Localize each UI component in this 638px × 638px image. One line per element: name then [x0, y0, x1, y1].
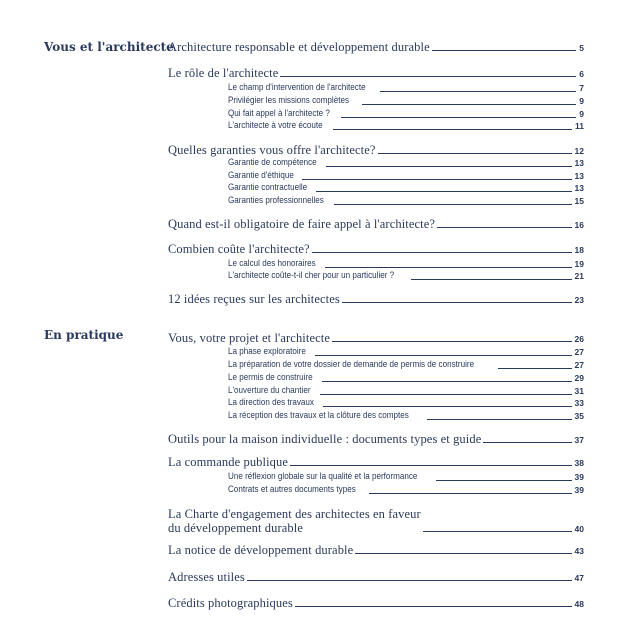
toc-subentry[interactable] — [228, 469, 584, 483]
dotted-leader-line — [362, 104, 577, 105]
toc-subentry[interactable] — [228, 180, 584, 194]
toc-entry-title — [228, 357, 496, 371]
toc-entry-title — [168, 543, 353, 557]
toc-entry-title — [228, 268, 409, 282]
toc-entry-title-text: L'architecte coûte-t-il cher pour un particulier ? — [228, 270, 395, 280]
toc-entry-title-text: La phase exploratoire — [228, 346, 306, 356]
dotted-leader-line — [312, 252, 572, 253]
toc-subentry[interactable] — [228, 155, 584, 169]
dotted-leader-line — [427, 419, 572, 420]
toc-entry-title-text: Le champ d'intervention de l'architecte — [228, 82, 366, 92]
toc-subentry[interactable] — [228, 408, 584, 422]
dotted-leader-line — [326, 166, 571, 167]
toc-page-number: 9 — [579, 109, 584, 119]
toc-entry-title — [168, 242, 310, 256]
toc-entry-title — [168, 432, 481, 446]
toc-entry[interactable] — [168, 507, 584, 535]
toc-entry-title — [168, 570, 245, 584]
toc-entry-title — [168, 596, 293, 610]
toc-entry[interactable] — [168, 40, 584, 54]
toc-page-number: 43 — [574, 546, 584, 556]
toc-page-number: 38 — [574, 458, 584, 468]
toc-page-number: 12 — [574, 146, 584, 156]
dotted-leader-line — [432, 50, 577, 51]
toc-entry-title — [228, 408, 425, 422]
toc-page-number: 11 — [575, 121, 584, 131]
toc-subentry[interactable] — [228, 344, 584, 358]
toc-page-number: 39 — [574, 472, 584, 482]
toc-page-number: 40 — [574, 524, 584, 534]
dotted-leader-line — [378, 153, 572, 154]
toc-entry-title-text: Garantie d'éthique — [228, 170, 294, 180]
toc-page-number: 7 — [579, 83, 584, 93]
toc-page-number: 13 — [574, 171, 584, 181]
toc-page-number: 31 — [574, 386, 584, 396]
toc-page-number: 18 — [574, 245, 584, 255]
toc-entry[interactable] — [168, 242, 584, 256]
toc-entry[interactable] — [168, 217, 584, 231]
toc-entry-title-text: Le permis de construire — [228, 372, 313, 382]
toc-entry-title-text: La Charte d'engagement des architectes en faveur — [168, 507, 421, 521]
toc-entry-title-text: Qui fait appel à l'architecte ? — [228, 108, 330, 118]
toc-entry[interactable] — [168, 66, 584, 80]
toc-page-number: 6 — [579, 69, 584, 79]
toc-entry-title-text: Outils pour la maison individuelle : documents types et guide — [168, 432, 482, 446]
dotted-leader-line — [247, 580, 572, 581]
dotted-leader-line — [355, 553, 571, 554]
toc-page-number: 33 — [574, 398, 584, 408]
toc-subentry[interactable] — [228, 80, 584, 94]
dotted-leader-line — [315, 355, 572, 356]
toc-entry-title — [228, 155, 324, 169]
toc-entry[interactable] — [168, 455, 584, 469]
toc-entry[interactable] — [168, 331, 584, 345]
toc-entry-title-text: Garanties professionnelles — [228, 195, 324, 205]
toc-entry-title-text: La préparation de votre dossier de demande de permis de construire — [228, 359, 475, 369]
toc-entry-title-text-line2: du développement durable — [168, 521, 303, 535]
toc-subentry[interactable] — [228, 268, 584, 282]
toc-entry[interactable] — [168, 292, 584, 306]
toc-entry[interactable] — [168, 570, 584, 584]
toc-entry[interactable] — [168, 432, 584, 446]
dotted-leader-line — [333, 129, 572, 130]
toc-entry-title-text: Privilégier les missions complètes — [228, 95, 349, 105]
toc-entry-title-text: Le calcul des honoraires — [228, 258, 316, 268]
toc-page-number: 27 — [574, 347, 584, 357]
toc-entry-title — [228, 482, 367, 496]
toc-entry-title-text: 12 idées reçues sur les architectes — [168, 292, 340, 306]
toc-page-number: 35 — [574, 411, 584, 421]
toc-entry-title-text: Garantie contractuelle — [228, 182, 308, 192]
toc-entry-title-text: La réception des travaux et la clôture des comptes — [228, 410, 409, 420]
toc-subentry[interactable] — [228, 118, 584, 132]
toc-entry-title — [228, 344, 313, 358]
toc-entry-title-text: La direction des travaux — [228, 397, 314, 407]
toc-entry-title — [228, 80, 378, 94]
toc-entry-title-text: Combien coûte l'architecte? — [168, 242, 310, 256]
dotted-leader-line — [380, 91, 577, 92]
toc-subentry[interactable] — [228, 193, 584, 207]
toc-entry-title — [228, 93, 360, 107]
dotted-leader-line — [342, 302, 572, 303]
toc-entry-title-text: Crédits photographiques — [168, 596, 293, 610]
dotted-leader-line — [316, 191, 571, 192]
toc-page-number: 13 — [574, 183, 584, 193]
toc-page-number: 48 — [574, 599, 584, 609]
toc-page-number: 19 — [574, 259, 584, 269]
toc-entry-title-text: L'ouverture du chantier — [228, 385, 311, 395]
toc-page-number: 5 — [579, 43, 584, 53]
toc-entry-title — [168, 507, 421, 535]
toc-page-number: 39 — [574, 485, 584, 495]
toc-entry-title — [168, 292, 340, 306]
toc-entry-title — [168, 455, 288, 469]
dotted-leader-line — [290, 465, 572, 466]
toc-page-number: 23 — [574, 295, 584, 305]
dotted-leader-line — [322, 381, 572, 382]
toc-entry-title — [168, 40, 430, 54]
dotted-leader-line — [423, 531, 572, 532]
toc-page-number: 16 — [574, 220, 584, 230]
toc-entry[interactable] — [168, 596, 584, 610]
toc-page-number: 9 — [579, 96, 584, 106]
toc-entry-title — [168, 217, 435, 231]
toc-entry-title-text: Contrats et autres documents types — [228, 484, 356, 494]
toc-entry-title — [228, 370, 320, 384]
toc-entry-title — [168, 331, 330, 345]
toc-entry[interactable] — [168, 543, 584, 557]
dotted-leader-line — [369, 493, 572, 494]
toc-page-number: 37 — [574, 435, 584, 445]
toc-entry-title-text: La notice de développement durable — [168, 543, 354, 557]
toc-page-number: 21 — [574, 271, 584, 281]
dotted-leader-line — [332, 341, 572, 342]
toc-subentry[interactable] — [228, 370, 584, 384]
dotted-leader-line — [323, 406, 571, 407]
toc-entry-title-text: Quand est-il obligatoire de faire appel à l'architecte? — [168, 217, 435, 231]
toc-page-number: 47 — [574, 573, 584, 583]
toc-entry-title — [228, 469, 434, 483]
toc-entry-title-text: Une réflexion globale sur la qualité et la performance — [228, 471, 418, 481]
toc-page-number: 15 — [574, 196, 584, 206]
toc-entry-title-text: La commande publique — [168, 455, 289, 469]
toc-subentry[interactable] — [228, 357, 584, 371]
toc-entry-title-text: Le rôle de l'architecte — [168, 66, 279, 80]
toc-entry-title — [168, 66, 278, 80]
toc-entry-title — [228, 395, 321, 409]
dotted-leader-line — [295, 606, 572, 607]
dotted-leader-line — [280, 76, 576, 77]
toc-entry-title — [228, 118, 331, 132]
dotted-leader-line — [334, 204, 571, 205]
toc-page-number: 13 — [574, 158, 584, 168]
dotted-leader-line — [498, 368, 572, 369]
toc-entry-title-text: L'architecte à votre écoute — [228, 120, 323, 130]
toc-entry-title-text: Architecture responsable et développement durable — [168, 40, 430, 54]
toc-entry-title — [228, 193, 332, 207]
toc-entry-title-text: Quelles garanties vous offre l'architecte? — [168, 143, 376, 157]
section-label-vous-et-l-architecte: Vous et l'architecte — [44, 40, 174, 54]
toc-entry-title-text: Adresses utiles — [168, 570, 245, 584]
toc-page-number: 26 — [574, 334, 584, 344]
toc-entry-title — [228, 180, 314, 194]
dotted-leader-line — [436, 480, 572, 481]
toc-page-number: 29 — [574, 373, 584, 383]
toc-subentry[interactable] — [228, 395, 584, 409]
toc-entry-title-text: Garantie de compétence — [228, 157, 317, 167]
toc-subentry[interactable] — [228, 482, 584, 496]
section-label-en-pratique: En pratique — [44, 328, 124, 342]
dotted-leader-line — [483, 442, 571, 443]
toc-page-number: 27 — [574, 360, 584, 370]
dotted-leader-line — [411, 279, 572, 280]
toc-subentry[interactable] — [228, 93, 584, 107]
toc-entry-title-text: Vous, votre projet et l'architecte — [168, 331, 330, 345]
dotted-leader-line — [437, 227, 572, 228]
